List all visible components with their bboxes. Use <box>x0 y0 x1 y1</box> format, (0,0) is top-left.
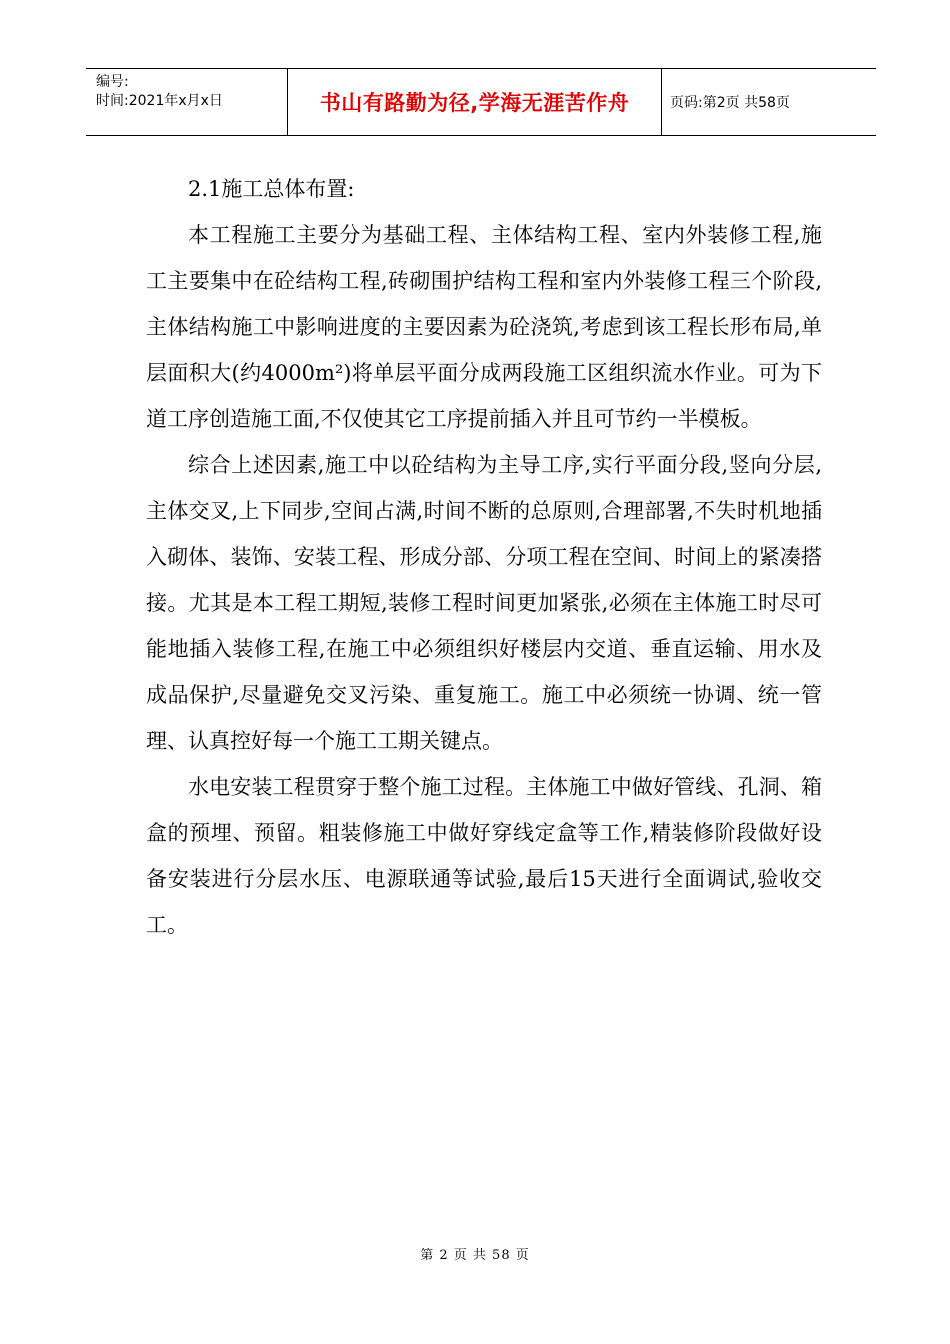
section-title: 2.1施工总体布置: <box>188 177 355 201</box>
paragraph: 本工程施工主要分为基础工程、主体结构工程、室内外装修工程,施工主要集中在砼结构工程,砖砌围护结构工程和室内外装修工程三个阶段,主体结构施工中影响进度的主要因素为砼浇筑,考虑到该工程长形布局,单层面积大(约4000m²)将单层平面分成两段施工区组织流水作业。可为下道工序创造施工面,不仅使其它工序提前插入并且可节约一半模板。 <box>146 223 822 431</box>
document-body <box>146 166 822 948</box>
paragraph: 水电安装工程贯穿于整个施工过程。主体施工中做好管线、孔洞、箱盒的预埋、预留。粗装修施工中做好穿线定盒等工作,精装修阶段做好设备安装进行分层水压、电源联通等试验,最后15天进行全面调试,验收交工。 <box>146 775 822 937</box>
header-meta <box>86 69 288 135</box>
document-time-label: 时间:2021年x月x日 <box>96 93 223 109</box>
page-header <box>86 68 876 136</box>
paragraph: 综合上述因素,施工中以砼结构为主导工序,实行平面分段,竖向分层,主体交叉,上下同步,空间占满,时间不断的总原则,合理部署,不失时机地插入砌体、装饰、安装工程、形成分部、分项工程在空间、时间上的紧凑搭接。尤其是本工程工期短,装修工程时间更加紧张,必须在主体施工时尽可能地插入装修工程,在施工中必须组织好楼层内交道、垂直运输、用水及成品保护,尽量避免交叉污染、重复施工。施工中必须统一协调、统一管理、认真控好每一个施工工期关键点。 <box>146 453 822 753</box>
header-page-info: 页码:第2页 共58页 <box>670 95 790 111</box>
header-slogan: 书山有路勤为径,学海无涯苦作舟 <box>288 69 662 135</box>
page-footer: 第 2 页 共 58 页 <box>420 1248 530 1263</box>
document-code-label: 编号: <box>96 74 129 90</box>
